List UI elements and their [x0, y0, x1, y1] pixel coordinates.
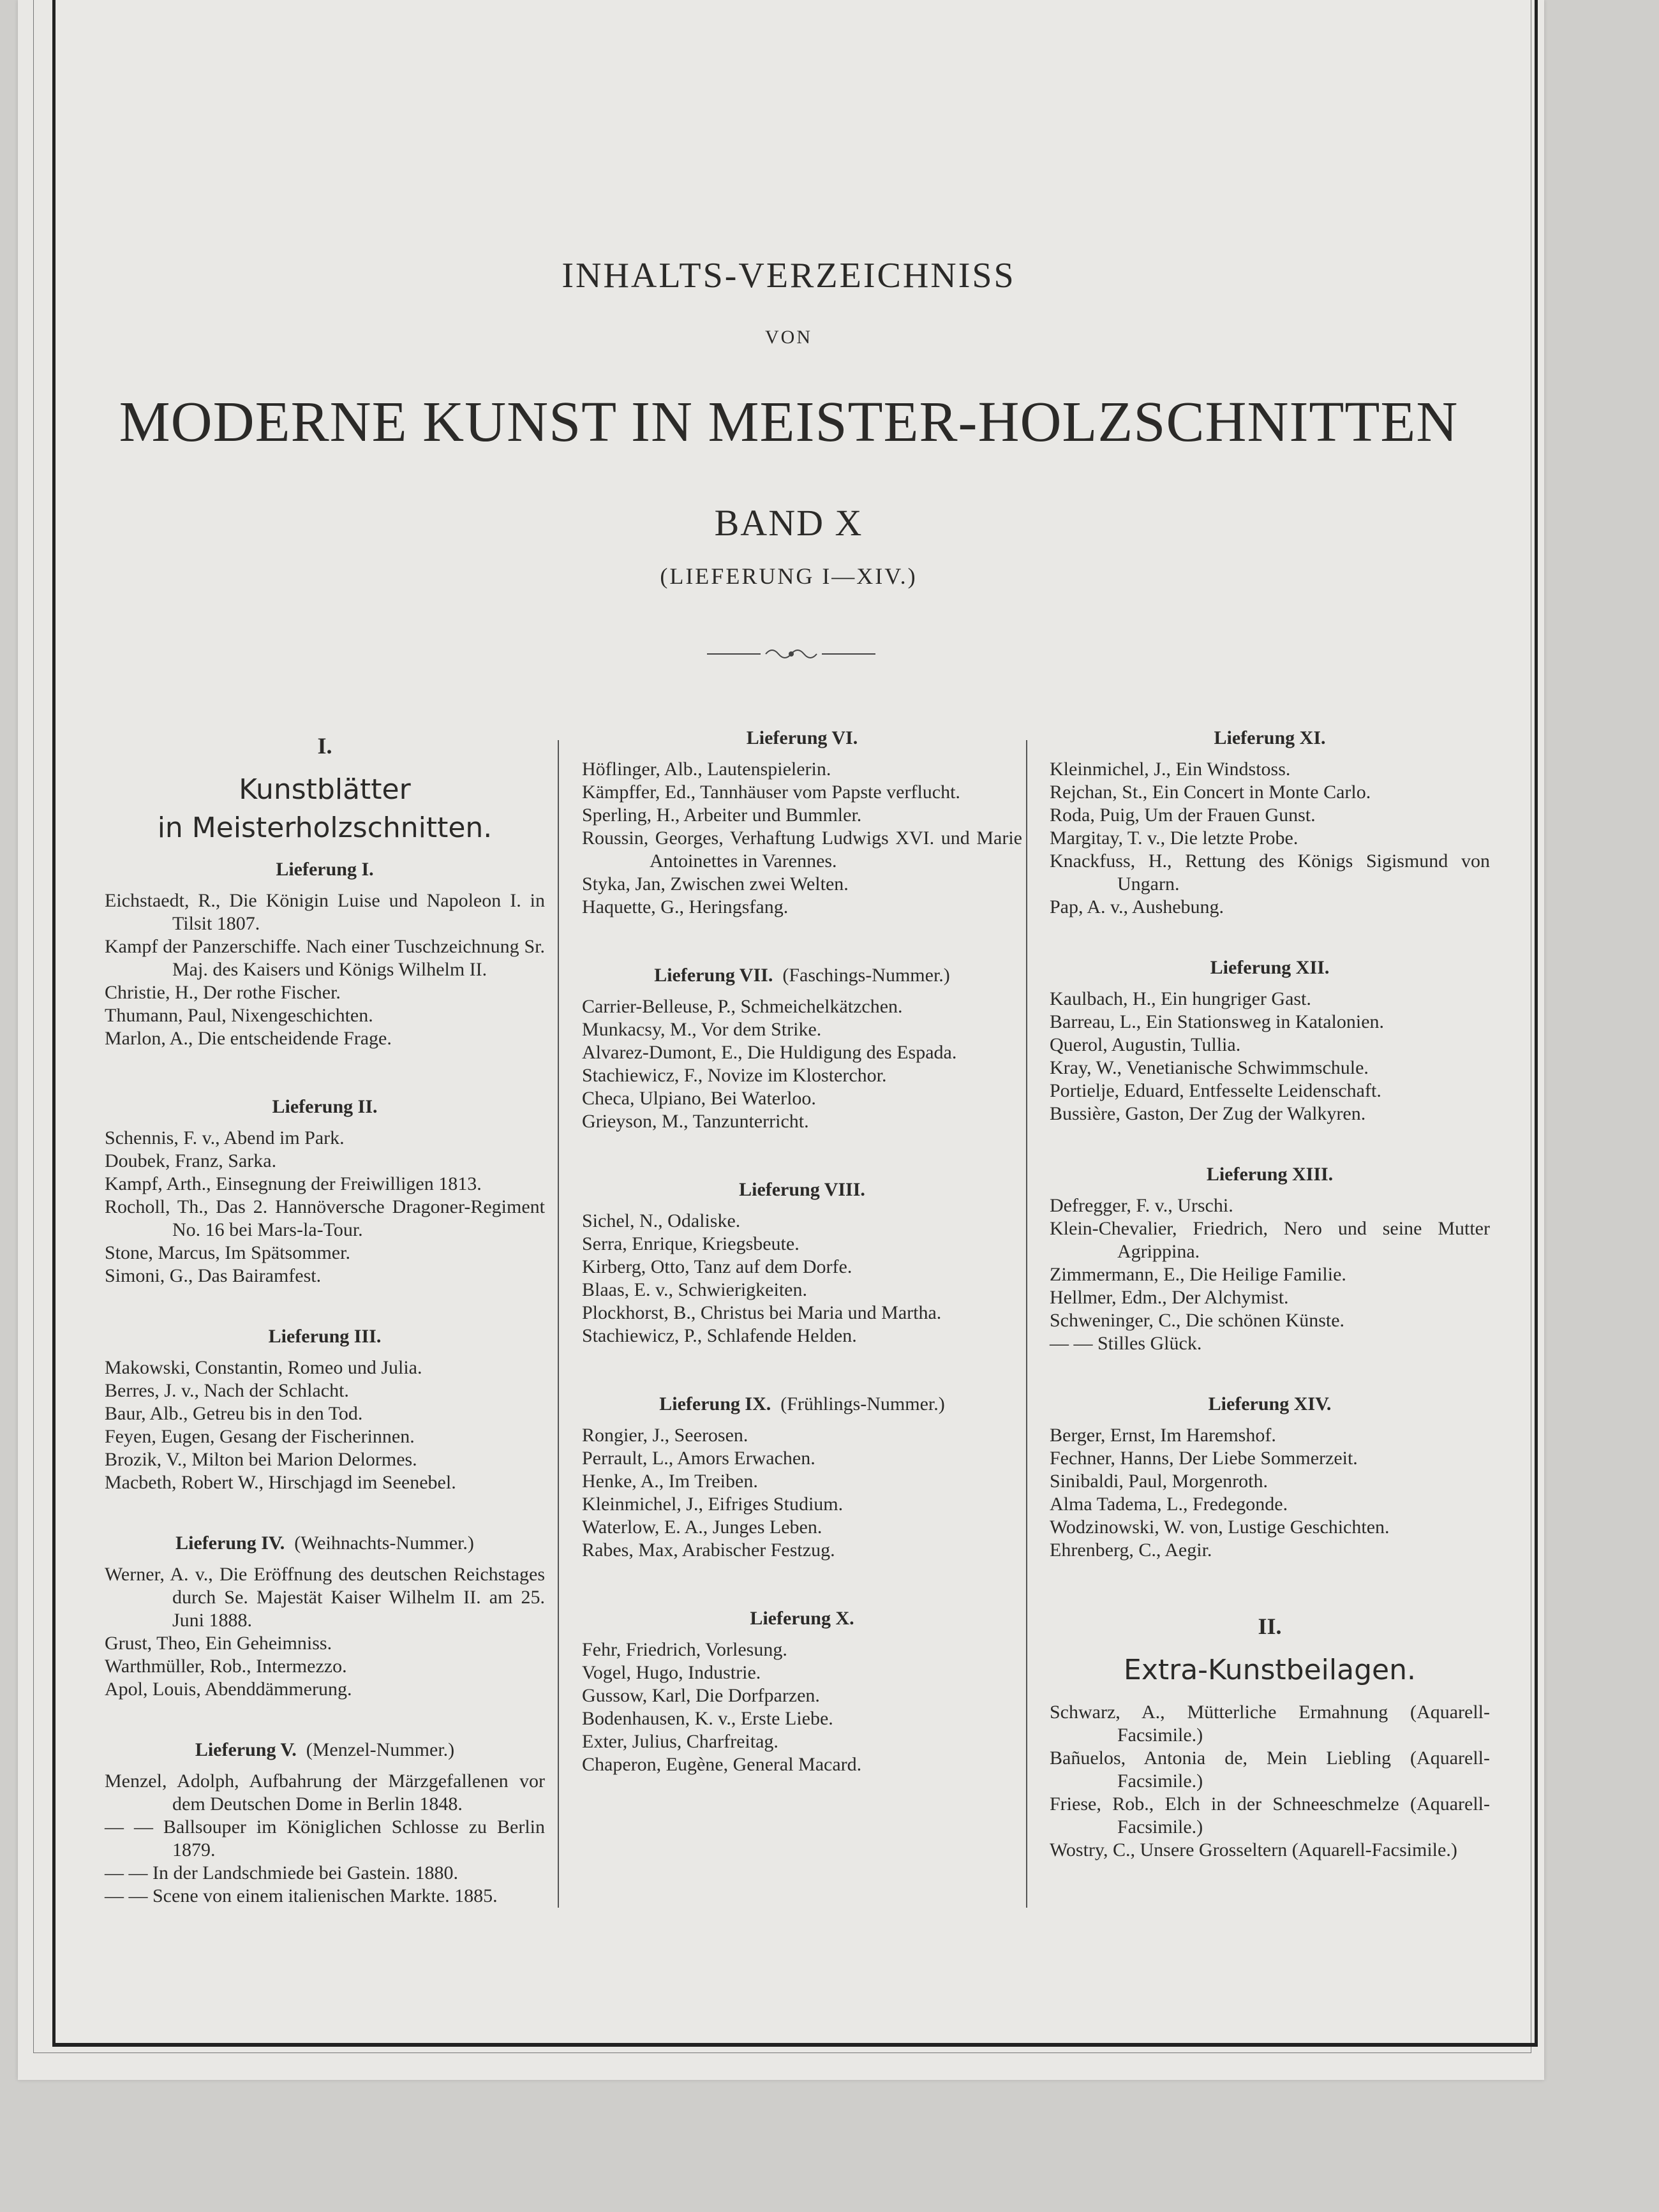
list-item: Fehr, Friedrich, Vorlesung. — [582, 1639, 787, 1660]
entry-list — [105, 1127, 545, 1288]
list-item: Rabes, Max, Arabischer Festzug. — [582, 1540, 835, 1561]
entry-list — [582, 1638, 1022, 1776]
list-item: Roda, Puig, Um der Frauen Gunst. — [1050, 805, 1316, 826]
list-item: Friese, Rob., Elch in der Schneeschmelze (Aquarell-Facsimile.) — [1050, 1793, 1490, 1837]
section-heading — [582, 727, 1022, 749]
volume-label: BAND X — [714, 502, 863, 544]
list-item: Bañuelos, Antonia de, Mein Liebling (Aquarell-Facsimile.) — [1050, 1748, 1490, 1792]
list-item: Portielje, Eduard, Entfesselte Leidenschaft. — [1050, 1080, 1381, 1101]
list-item: Kampf der Panzerschiffe. Nach einer Tuschzeichnung Sr. Maj. des Kaisers und Königs Wilhelm II. — [105, 936, 545, 980]
pre-title: INHALTS-VERZEICHNISS — [562, 256, 1016, 295]
list-item: Bussière, Gaston, Der Zug der Walkyren. — [1050, 1103, 1366, 1124]
list-item: Gussow, Karl, Die Dorfparzen. — [582, 1685, 820, 1706]
section-heading — [1050, 1164, 1490, 1185]
list-item: Stone, Marcus, Im Spätsommer. — [105, 1242, 350, 1263]
list-item: Stachiewicz, F., Novize im Klosterchor. — [582, 1065, 887, 1086]
list-item: — — Stilles Glück. — [1050, 1333, 1202, 1354]
part-title: Extra-Kunstbeilagen. — [1124, 1654, 1416, 1686]
list-item: Thumann, Paul, Nixengeschichten. — [105, 1005, 373, 1026]
entry-list — [1050, 1194, 1490, 1355]
list-item: Hellmer, Edm., Der Alchymist. — [1050, 1287, 1289, 1308]
list-item: Munkacsy, M., Vor dem Strike. — [582, 1019, 822, 1040]
list-item: Stachiewicz, P., Schlafende Helden. — [582, 1325, 857, 1346]
entry-list — [582, 1424, 1022, 1562]
section-heading-text: Lieferung IV. — [175, 1533, 285, 1554]
list-item: Querol, Augustin, Tullia. — [1050, 1034, 1241, 1055]
list-item: Sinibaldi, Paul, Morgenroth. — [1050, 1471, 1268, 1492]
list-item: Eichstaedt, R., Die Königin Luise und Napoleon I. in Tilsit 1807. — [105, 890, 545, 934]
entry-list — [1050, 758, 1490, 919]
section-heading-text: Lieferung I. — [276, 859, 374, 880]
list-item: Klein-Chevalier, Friedrich, Nero und seine Mutter Agrippina. — [1050, 1218, 1490, 1262]
list-item: Berger, Ernst, Im Haremshof. — [1050, 1425, 1276, 1446]
part-title-line: Kunstblätter — [239, 773, 411, 806]
section-note: (Menzel-Nummer.) — [306, 1739, 455, 1760]
list-item: Alvarez-Dumont, E., Die Huldigung des Espada. — [582, 1042, 957, 1063]
list-item: Macbeth, Robert W., Hirschjagd im Seenebel. — [105, 1472, 456, 1493]
list-item: Kirberg, Otto, Tanz auf dem Dorfe. — [582, 1256, 852, 1277]
list-item: Barreau, L., Ein Stationsweg in Katalonien. — [1050, 1011, 1385, 1032]
section-note: (Frühlings-Nummer.) — [780, 1393, 945, 1414]
list-item: Schweninger, C., Die schönen Künste. — [1050, 1310, 1345, 1331]
column-divider — [558, 740, 559, 1908]
section-heading-text: Lieferung IX. — [659, 1393, 771, 1414]
list-item: Serra, Enrique, Kriegsbeute. — [582, 1233, 800, 1254]
list-item: Perrault, L., Amors Erwachen. — [582, 1448, 815, 1469]
list-item: Carrier-Belleuse, P., Schmeichelkätzchen. — [582, 996, 903, 1017]
entry-list — [1050, 1701, 1490, 1862]
list-item: Baur, Alb., Getreu bis in den Tod. — [105, 1403, 363, 1424]
section-heading — [105, 1326, 545, 1347]
list-item: Rongier, J., Seerosen. — [582, 1425, 748, 1446]
list-item: — — Ballsouper im Königlichen Schlosse zu Berlin 1879. — [105, 1816, 545, 1860]
list-item: Christie, H., Der rothe Fischer. — [105, 982, 341, 1003]
list-item: Rejchan, St., Ein Concert in Monte Carlo. — [1050, 782, 1371, 803]
entry-list — [105, 1770, 545, 1908]
list-item: Exter, Julius, Charfreitag. — [582, 1731, 778, 1752]
list-item: Schwarz, A., Mütterliche Ermahnung (Aquarell-Facsimile.) — [1050, 1702, 1490, 1746]
list-item: Höflinger, Alb., Lautenspielerin. — [582, 759, 831, 780]
ornament-divider-icon — [707, 641, 875, 667]
page-title: MODERNE KUNST IN MEISTER-HOLZSCHNITTEN — [119, 390, 1459, 454]
section-heading-text: Lieferung VII. — [654, 965, 773, 986]
list-item: Fechner, Hanns, Der Liebe Sommerzeit. — [1050, 1448, 1358, 1469]
list-item: Chaperon, Eugène, General Macard. — [582, 1754, 862, 1775]
section-heading-text: Lieferung VI. — [746, 727, 858, 748]
list-item: Makowski, Constantin, Romeo und Julia. — [105, 1357, 422, 1378]
list-item: Grust, Theo, Ein Geheimniss. — [105, 1633, 332, 1654]
section-heading — [582, 1179, 1022, 1201]
list-item: Wostry, C., Unsere Grosseltern (Aquarell-Facsimile.) — [1050, 1839, 1457, 1860]
section-heading-text: Lieferung V. — [195, 1739, 297, 1760]
list-item: Schennis, F. v., Abend im Park. — [105, 1127, 345, 1148]
list-item: Waterlow, E. A., Junges Leben. — [582, 1517, 822, 1538]
section-heading-text: Lieferung II. — [272, 1096, 378, 1117]
section-heading — [1050, 957, 1490, 979]
list-item: Defregger, F. v., Urschi. — [1050, 1195, 1233, 1216]
entry-list — [1050, 1424, 1490, 1562]
part-number: II. — [1258, 1614, 1282, 1639]
list-item: Plockhorst, B., Christus bei Maria und Martha. — [582, 1302, 942, 1323]
list-item: Feyen, Eugen, Gesang der Fischerinnen. — [105, 1426, 415, 1447]
list-item: Kleinmichel, J., Eifriges Studium. — [582, 1494, 844, 1515]
list-item: Doubek, Franz, Sarka. — [105, 1150, 277, 1171]
list-item: Roussin, Georges, Verhaftung Ludwigs XVI. und Marie Antoinettes in Varennes. — [582, 828, 1022, 872]
list-item: Ehrenberg, C., Aegir. — [1050, 1540, 1212, 1561]
section-note: (Weihnachts-Nummer.) — [294, 1533, 474, 1554]
entry-list — [582, 758, 1022, 919]
part-number: I. — [317, 733, 332, 759]
list-item: Henke, A., Im Treiben. — [582, 1471, 758, 1492]
list-item: Wodzinowski, W. von, Lustige Geschichten. — [1050, 1517, 1390, 1538]
list-item: Berres, J. v., Nach der Schlacht. — [105, 1380, 349, 1401]
list-item: Sperling, H., Arbeiter und Bummler. — [582, 805, 862, 826]
section-heading-text: Lieferung XII. — [1210, 957, 1330, 978]
list-item: Vogel, Hugo, Industrie. — [582, 1662, 761, 1683]
list-item: Grieyson, M., Tanzunterricht. — [582, 1111, 809, 1132]
section-heading — [105, 1533, 545, 1554]
section-heading — [582, 1393, 1022, 1415]
list-item: Rocholl, Th., Das 2. Hannöversche Dragoner-Regiment No. 16 bei Mars-la-Tour. — [105, 1196, 545, 1240]
section-heading-text: Lieferung XI. — [1214, 727, 1326, 748]
part-title-line: in Meisterholzschnitten. — [157, 812, 493, 844]
list-item: Pap, A. v., Aushebung. — [1050, 896, 1224, 917]
part-title — [105, 771, 545, 847]
list-item: Werner, A. v., Die Eröffnung des deutschen Reichstages durch Se. Majestät Kaiser Wilhelm II. am 25. Juni 1888. — [105, 1564, 545, 1631]
section-heading — [1050, 727, 1490, 749]
list-item: Knackfuss, H., Rettung des Königs Sigismund von Ungarn. — [1050, 850, 1490, 894]
list-item: Sichel, N., Odaliske. — [582, 1210, 741, 1231]
von-label: VON — [765, 327, 812, 348]
column-divider — [1026, 740, 1027, 1908]
column-3 — [1050, 727, 1490, 1862]
column-2 — [582, 727, 1022, 1776]
entry-list — [105, 1356, 545, 1494]
list-item: Zimmermann, E., Die Heilige Familie. — [1050, 1264, 1346, 1285]
entry-list — [105, 1563, 545, 1701]
section-heading-text: Lieferung III. — [268, 1326, 382, 1347]
section-heading — [105, 1739, 545, 1761]
section-heading — [1050, 1393, 1490, 1415]
list-item: Haquette, G., Heringsfang. — [582, 896, 789, 917]
list-item: Kleinmichel, J., Ein Windstoss. — [1050, 759, 1291, 780]
entry-list — [1050, 988, 1490, 1125]
section-heading-text: Lieferung X. — [750, 1608, 854, 1629]
entry-list — [105, 889, 545, 1050]
list-item: Simoni, G., Das Bairamfest. — [105, 1265, 322, 1286]
list-item: Blaas, E. v., Schwierigkeiten. — [582, 1279, 807, 1300]
list-item: Checa, Ulpiano, Bei Waterloo. — [582, 1088, 816, 1109]
list-item: Apol, Louis, Abenddämmerung. — [105, 1679, 352, 1700]
list-item: Kaulbach, H., Ein hungriger Gast. — [1050, 988, 1311, 1009]
list-item: Alma Tadema, L., Fredegonde. — [1050, 1494, 1288, 1515]
list-item: Menzel, Adolph, Aufbahrung der Märzgefallenen vor dem Deutschen Dome in Berlin 1848. — [105, 1770, 545, 1815]
list-item: Styka, Jan, Zwischen zwei Welten. — [582, 873, 849, 894]
section-heading — [582, 965, 1022, 986]
section-note: (Faschings-Nummer.) — [782, 965, 950, 986]
list-item: Kampf, Arth., Einsegnung der Freiwilligen 1813. — [105, 1173, 482, 1194]
list-item: Kray, W., Venetianische Schwimmschule. — [1050, 1057, 1369, 1078]
list-item: Warthmüller, Rob., Intermezzo. — [105, 1656, 347, 1677]
section-heading-text: Lieferung VIII. — [739, 1179, 865, 1200]
list-item: Kämpffer, Ed., Tannhäuser vom Papste verflucht. — [582, 782, 960, 803]
section-heading — [582, 1608, 1022, 1629]
section-heading — [105, 1096, 545, 1118]
section-heading-text: Lieferung XIII. — [1206, 1164, 1334, 1185]
list-item: Brozik, V., Milton bei Marion Delormes. — [105, 1449, 417, 1470]
column-1 — [105, 727, 545, 1908]
list-item: Bodenhausen, K. v., Erste Liebe. — [582, 1708, 833, 1729]
list-item: — — In der Landschmiede bei Gastein. 1880. — [105, 1862, 459, 1883]
list-item: — — Scene von einem italienischen Markte. 1885. — [105, 1885, 498, 1906]
list-item: Margitay, T. v., Die letzte Probe. — [1050, 828, 1298, 849]
entry-list — [582, 995, 1022, 1133]
section-heading — [105, 859, 545, 880]
entry-list — [582, 1210, 1022, 1347]
section-heading-text: Lieferung XIV. — [1208, 1393, 1332, 1414]
delivery-range: (LIEFERUNG I—XIV.) — [660, 563, 918, 589]
list-item: Marlon, A., Die entscheidende Frage. — [105, 1028, 392, 1049]
